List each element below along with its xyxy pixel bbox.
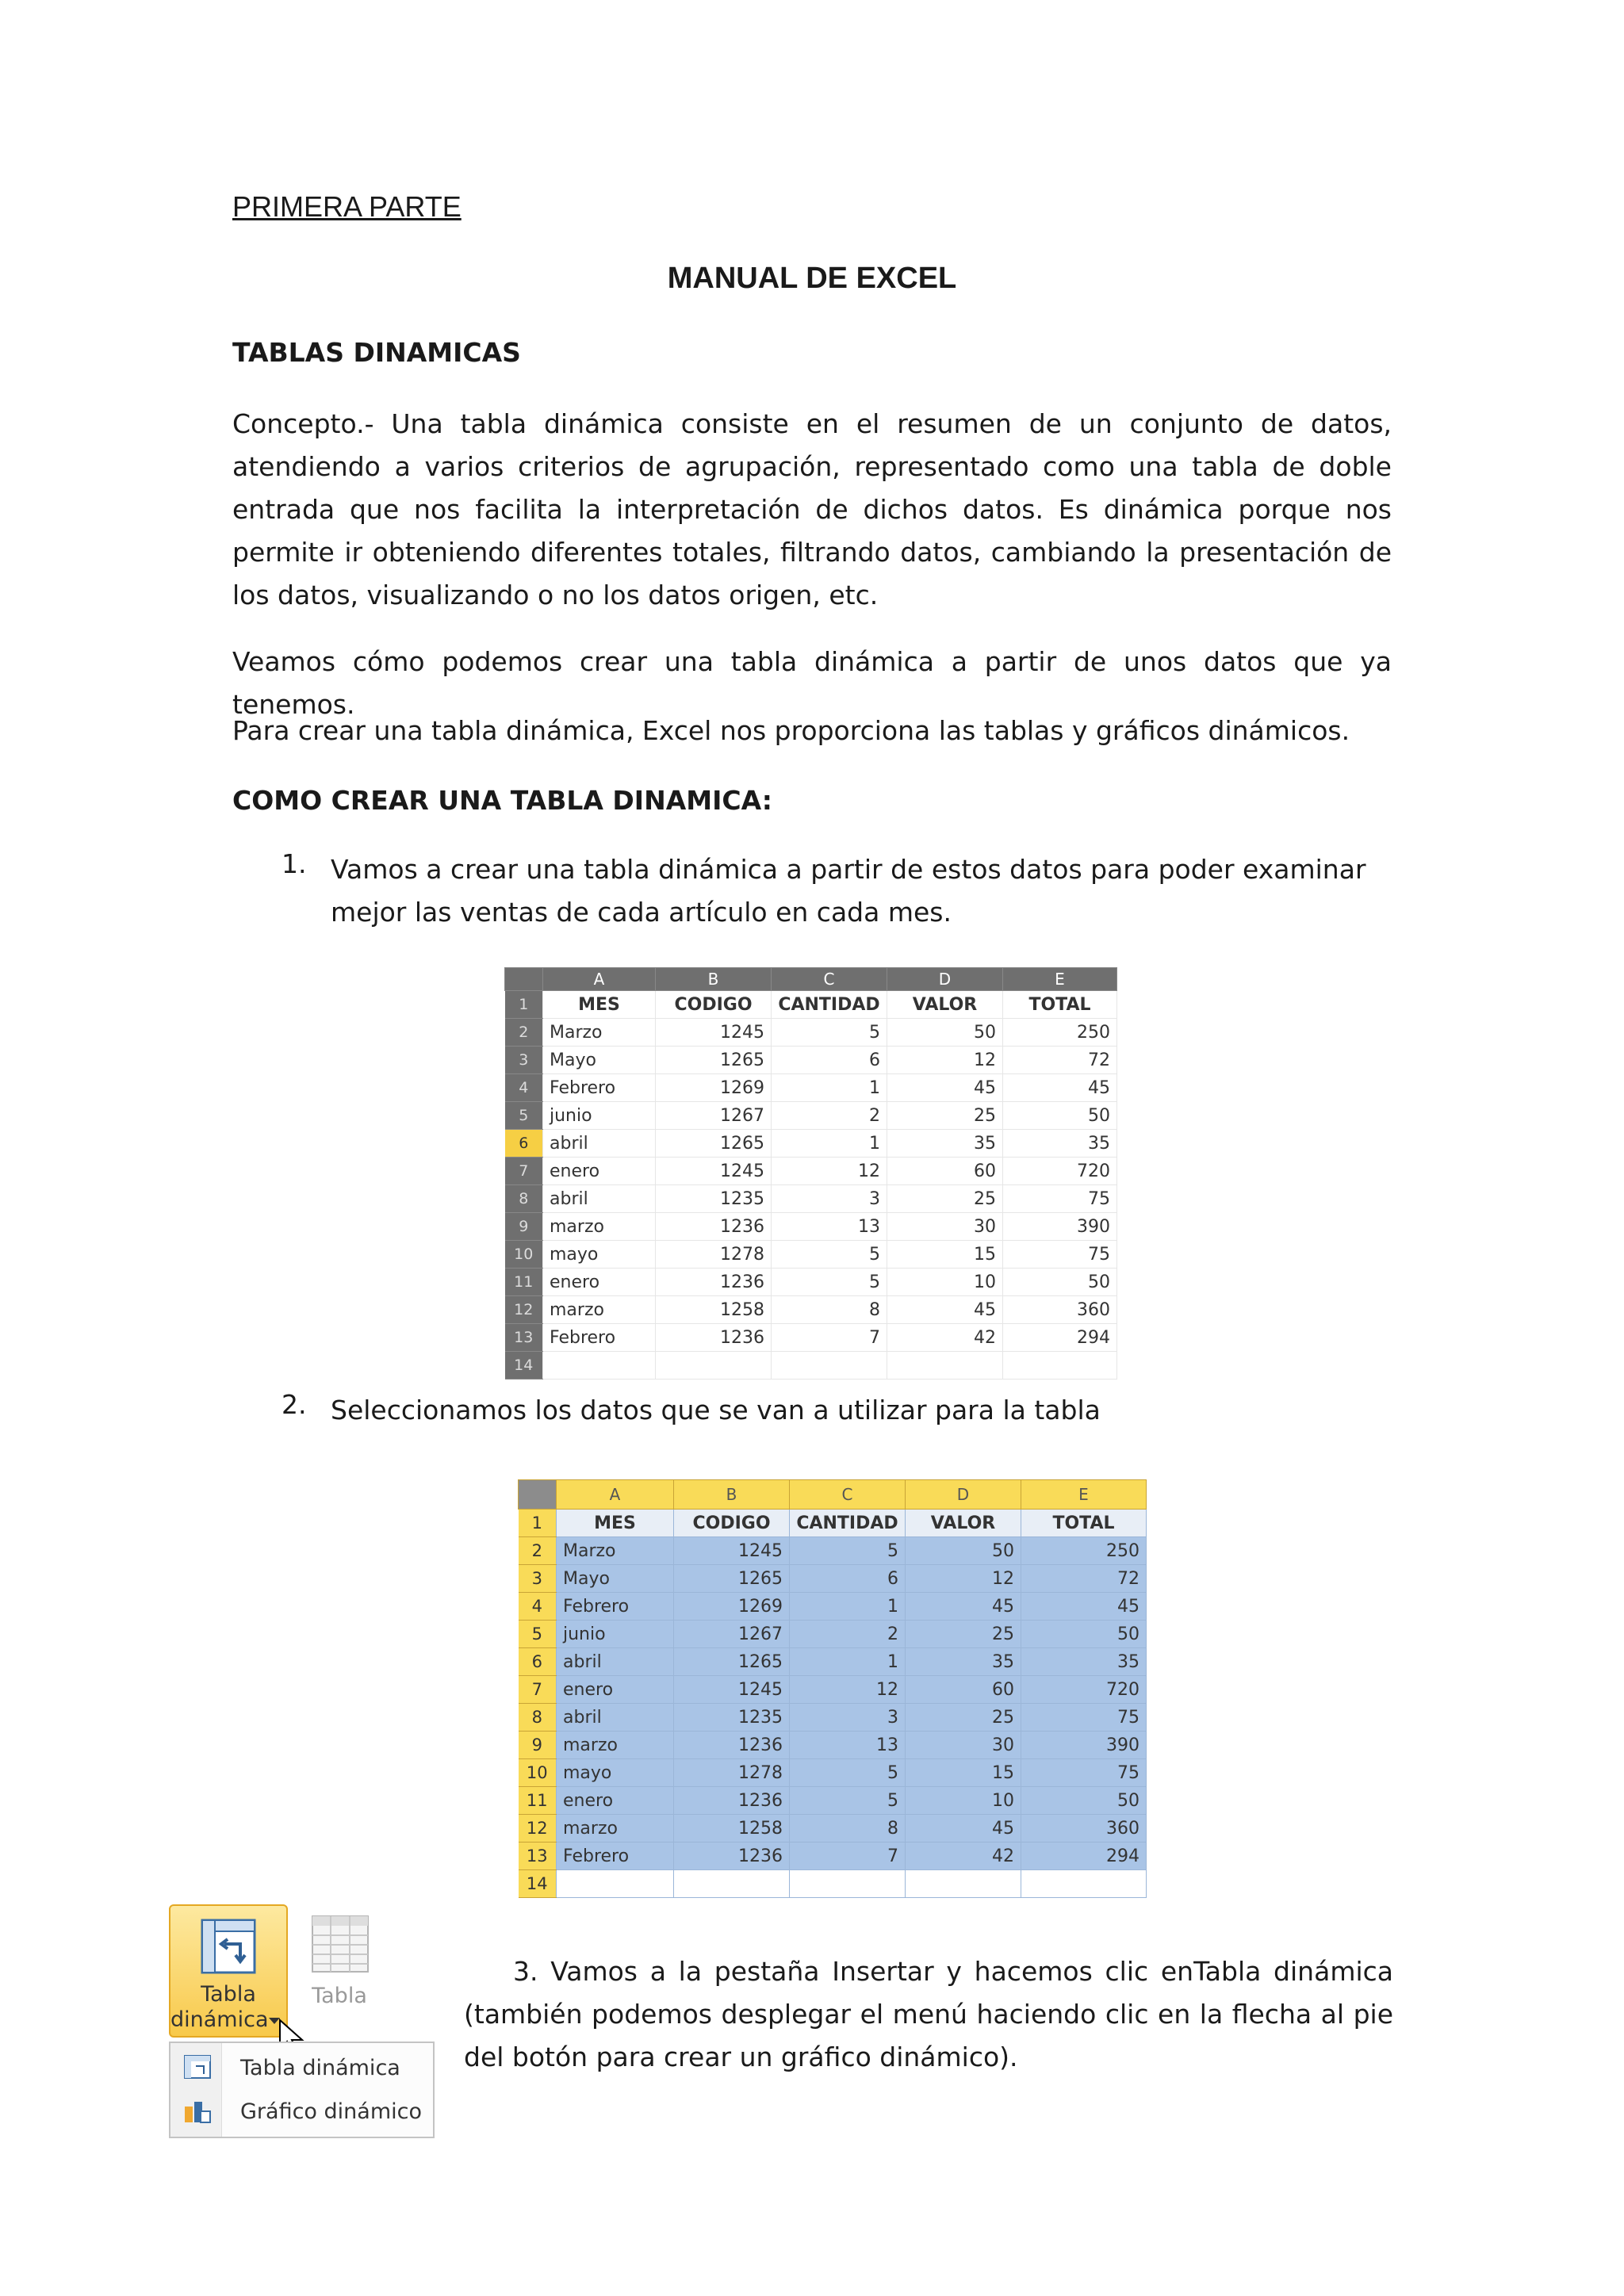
table-row [519, 1787, 1147, 1815]
empty-cell[interactable] [1021, 1870, 1147, 1898]
data-cell[interactable]: 1267 [656, 1102, 772, 1130]
data-cell[interactable]: 12 [772, 1158, 887, 1185]
step-2-text: Seleccionamos los datos que se van a utilizar para la tabla [331, 1395, 1101, 1425]
data-cell[interactable]: 1265 [674, 1565, 790, 1593]
row-number[interactable]: 4 [505, 1074, 543, 1102]
empty-cell[interactable] [656, 1352, 772, 1380]
row-number[interactable]: 13 [519, 1843, 557, 1870]
column-header[interactable]: B [656, 968, 772, 991]
heading-como-crear: COMO CREAR UNA TABLA DINAMICA: [232, 785, 772, 816]
header-cell[interactable]: CODIGO [674, 1510, 790, 1537]
data-cell[interactable]: 10 [887, 1269, 1003, 1296]
data-cell[interactable]: 1236 [656, 1269, 772, 1296]
data-cell[interactable]: junio [557, 1621, 674, 1648]
data-cell[interactable]: 15 [887, 1241, 1003, 1269]
row-number[interactable]: 5 [519, 1621, 557, 1648]
row-number[interactable]: 4 [519, 1593, 557, 1621]
data-cell[interactable]: 50 [1021, 1621, 1147, 1648]
data-cell[interactable]: 12 [887, 1047, 1003, 1074]
data-cell[interactable]: 250 [1003, 1019, 1117, 1047]
data-cell[interactable]: Febrero [543, 1074, 656, 1102]
pivot-table-button[interactable] [169, 1904, 288, 2038]
table-row [519, 1870, 1147, 1898]
data-cell[interactable]: abril [557, 1704, 674, 1732]
data-cell[interactable]: 12 [906, 1565, 1021, 1593]
step-3-text: Vamos a la pestaña Insertar y hacemos clic enTabla dinámica (también podemos desplegar el menú haciendo clic en la flecha al pie del botón para crear un gráfico dinámico). [464, 1956, 1393, 2072]
row-number[interactable]: 11 [519, 1787, 557, 1815]
data-cell[interactable]: 8 [790, 1815, 906, 1843]
data-cell[interactable]: 10 [906, 1787, 1021, 1815]
data-cell[interactable]: 5 [790, 1537, 906, 1565]
column-header[interactable]: E [1003, 968, 1117, 991]
step-1-text: Vamos a crear una tabla dinámica a partir de estos datos para poder examinar mejor las ventas de cada artículo en cada mes. [331, 854, 1366, 928]
header-cell[interactable]: MES [557, 1510, 674, 1537]
table-row [505, 1213, 1117, 1241]
data-cell[interactable]: 35 [906, 1648, 1021, 1676]
table-row [519, 1593, 1147, 1621]
data-cell[interactable]: 75 [1003, 1241, 1117, 1269]
data-cell[interactable]: 42 [906, 1843, 1021, 1870]
pivot-button-label-2: dinámica [170, 2007, 269, 2032]
table-row [505, 1241, 1117, 1269]
step-3-number: 3. [513, 1956, 538, 1987]
data-cell[interactable]: 1265 [674, 1648, 790, 1676]
data-cell[interactable]: 1235 [656, 1185, 772, 1213]
data-cell[interactable]: 8 [772, 1296, 887, 1324]
row-number[interactable]: 14 [519, 1870, 557, 1898]
data-cell[interactable]: 1278 [656, 1241, 772, 1269]
data-cell[interactable]: enero [557, 1676, 674, 1704]
table-row [519, 1621, 1147, 1648]
data-cell[interactable]: 1258 [674, 1815, 790, 1843]
table-icon [310, 1914, 370, 1974]
data-cell[interactable]: 45 [1003, 1074, 1117, 1102]
pivot-dropdown-menu [169, 2042, 435, 2138]
data-cell[interactable]: 1278 [674, 1759, 790, 1787]
column-header[interactable]: C [790, 1480, 906, 1510]
table-row [505, 1102, 1117, 1130]
data-cell[interactable]: 250 [1021, 1537, 1147, 1565]
data-cell[interactable]: 5 [790, 1759, 906, 1787]
data-cell[interactable]: 45 [906, 1815, 1021, 1843]
row-number[interactable]: 9 [519, 1732, 557, 1759]
data-cell[interactable]: Febrero [557, 1843, 674, 1870]
table-row [505, 1130, 1117, 1158]
header-cell[interactable]: CANTIDAD [790, 1510, 906, 1537]
spreadsheet-original [504, 967, 1116, 1373]
header-cell[interactable]: VALOR [906, 1510, 1021, 1537]
table-row [505, 1185, 1117, 1213]
pivot-chart-icon [183, 2099, 212, 2124]
step-2-number: 2. [282, 1389, 307, 1420]
data-cell[interactable]: 1265 [656, 1047, 772, 1074]
pivot-button-label-1: Tabla [201, 1982, 256, 2007]
data-cell[interactable]: 25 [906, 1621, 1021, 1648]
table-row [519, 1537, 1147, 1565]
insert-ribbon-group [169, 1904, 383, 2039]
data-cell[interactable]: 720 [1003, 1158, 1117, 1185]
table-row [505, 1158, 1117, 1185]
data-cell[interactable]: 3 [772, 1185, 887, 1213]
data-cell[interactable]: 75 [1003, 1185, 1117, 1213]
data-cell[interactable]: 15 [906, 1759, 1021, 1787]
row-number[interactable]: 2 [519, 1537, 557, 1565]
corner-cell[interactable] [519, 1480, 557, 1510]
data-cell[interactable]: 390 [1021, 1732, 1147, 1759]
pivot-table-icon [199, 1917, 258, 1976]
header-cell[interactable]: TOTAL [1021, 1510, 1147, 1537]
row-number[interactable]: 2 [505, 1019, 543, 1047]
table-row [519, 1732, 1147, 1759]
data-cell[interactable]: 72 [1003, 1047, 1117, 1074]
data-cell[interactable]: 1235 [674, 1704, 790, 1732]
data-cell[interactable]: 6 [790, 1565, 906, 1593]
table-row [505, 991, 1117, 1019]
data-cell[interactable]: 720 [1021, 1676, 1147, 1704]
column-header[interactable]: C [772, 968, 887, 991]
excel-paragraph: Para crear una tabla dinámica, Excel nos proporciona las tablas y gráficos dinámicos. [232, 715, 1350, 746]
data-cell[interactable]: marzo [557, 1815, 674, 1843]
data-cell[interactable]: 1245 [656, 1158, 772, 1185]
row-number[interactable]: 12 [505, 1296, 543, 1324]
data-cell[interactable]: 1 [772, 1130, 887, 1158]
row-number[interactable]: 14 [505, 1352, 543, 1380]
data-cell[interactable]: 5 [772, 1241, 887, 1269]
table-row [505, 1352, 1117, 1380]
data-cell[interactable]: Marzo [557, 1537, 674, 1565]
data-cell[interactable]: Febrero [543, 1324, 656, 1352]
data-cell[interactable]: junio [543, 1102, 656, 1130]
data-cell[interactable]: 1265 [656, 1130, 772, 1158]
table-row [505, 1019, 1117, 1047]
data-cell[interactable]: 1269 [674, 1593, 790, 1621]
data-cell[interactable]: 1245 [674, 1676, 790, 1704]
menu-item-pivot-chart[interactable]: Gráfico dinámico [240, 2099, 422, 2124]
spreadsheet-selected [518, 1479, 1146, 1893]
row-number[interactable]: 6 [505, 1130, 543, 1158]
row-number[interactable]: 10 [505, 1241, 543, 1269]
data-cell[interactable]: 7 [790, 1843, 906, 1870]
empty-cell[interactable] [1003, 1352, 1117, 1380]
data-cell[interactable]: 2 [772, 1102, 887, 1130]
data-cell[interactable]: 60 [906, 1676, 1021, 1704]
empty-cell[interactable] [887, 1352, 1003, 1380]
data-cell[interactable]: 294 [1003, 1324, 1117, 1352]
row-number[interactable]: 5 [505, 1102, 543, 1130]
empty-cell[interactable] [557, 1870, 674, 1898]
data-cell[interactable]: 1 [790, 1648, 906, 1676]
data-cell[interactable]: 5 [790, 1787, 906, 1815]
data-cell[interactable]: 360 [1021, 1815, 1147, 1843]
data-cell[interactable]: 3 [790, 1704, 906, 1732]
row-number[interactable]: 1 [505, 991, 543, 1019]
table-row [519, 1704, 1147, 1732]
step-3-paragraph [464, 1950, 1393, 2079]
page-title: MANUAL DE EXCEL [667, 262, 957, 295]
data-cell[interactable]: 50 [1003, 1102, 1117, 1130]
section-label: PRIMERA PARTE [232, 190, 462, 223]
data-cell[interactable]: 5 [772, 1019, 887, 1047]
data-cell[interactable]: 360 [1003, 1296, 1117, 1324]
row-number[interactable]: 11 [505, 1269, 543, 1296]
data-cell[interactable]: 30 [906, 1732, 1021, 1759]
concept-paragraph: Concepto.- Una tabla dinámica consiste en el resumen de un conjunto de datos, atendiendo a varios criterios de agrupación, representado como una tabla de doble entrada que nos facilita la interpretación de dichos datos. Es dinámica porque nos permite ir obteniendo diferentes totales, filtrando datos, cambiando la presentación de los datos, visualizando o no los datos origen, etc. [232, 408, 1392, 610]
data-cell[interactable]: 1 [790, 1593, 906, 1621]
data-cell[interactable]: mayo [557, 1759, 674, 1787]
data-cell[interactable]: 1236 [674, 1732, 790, 1759]
data-cell[interactable]: Febrero [557, 1593, 674, 1621]
row-number[interactable]: 3 [519, 1565, 557, 1593]
data-cell[interactable]: 72 [1021, 1565, 1147, 1593]
data-cell[interactable]: Marzo [543, 1019, 656, 1047]
row-number[interactable]: 6 [519, 1648, 557, 1676]
empty-cell[interactable] [906, 1870, 1021, 1898]
row-number[interactable]: 8 [505, 1185, 543, 1213]
data-cell[interactable]: 60 [887, 1158, 1003, 1185]
data-cell[interactable]: marzo [557, 1732, 674, 1759]
column-header[interactable]: E [1021, 1480, 1147, 1510]
empty-cell[interactable] [772, 1352, 887, 1380]
data-cell[interactable]: enero [543, 1269, 656, 1296]
data-cell[interactable]: marzo [543, 1296, 656, 1324]
table-row [519, 1676, 1147, 1704]
data-cell[interactable]: 1245 [656, 1019, 772, 1047]
data-cell[interactable]: 50 [887, 1019, 1003, 1047]
column-header[interactable]: B [674, 1480, 790, 1510]
data-cell[interactable]: 1236 [674, 1787, 790, 1815]
corner-cell[interactable] [505, 968, 543, 991]
data-cell[interactable]: 5 [772, 1269, 887, 1296]
menu-item-pivot-table[interactable]: Tabla dinámica [240, 2056, 400, 2080]
data-cell[interactable]: 1267 [674, 1621, 790, 1648]
data-cell[interactable]: 12 [790, 1676, 906, 1704]
row-number[interactable]: 1 [519, 1510, 557, 1537]
step-1-number: 1. [282, 848, 307, 879]
row-number[interactable]: 13 [505, 1324, 543, 1352]
data-cell[interactable]: 7 [772, 1324, 887, 1352]
data-cell[interactable]: 1258 [656, 1296, 772, 1324]
data-cell[interactable]: enero [557, 1787, 674, 1815]
data-cell[interactable]: 6 [772, 1047, 887, 1074]
empty-cell[interactable] [674, 1870, 790, 1898]
data-cell[interactable]: abril [543, 1185, 656, 1213]
data-cell[interactable]: enero [543, 1158, 656, 1185]
data-cell[interactable]: 50 [1003, 1269, 1117, 1296]
data-cell[interactable]: 42 [887, 1324, 1003, 1352]
header-cell[interactable]: TOTAL [1003, 991, 1117, 1019]
data-cell[interactable]: 25 [887, 1185, 1003, 1213]
data-cell[interactable]: 50 [1021, 1787, 1147, 1815]
data-cell[interactable]: 294 [1021, 1843, 1147, 1870]
header-cell[interactable]: CODIGO [656, 991, 772, 1019]
data-cell[interactable]: 45 [1021, 1593, 1147, 1621]
data-cell[interactable]: 75 [1021, 1759, 1147, 1787]
row-number[interactable]: 7 [519, 1676, 557, 1704]
table-row [505, 1269, 1117, 1296]
column-header[interactable]: A [557, 1480, 674, 1510]
data-cell[interactable]: 25 [887, 1102, 1003, 1130]
data-cell[interactable]: 35 [1003, 1130, 1117, 1158]
data-cell[interactable]: abril [543, 1130, 656, 1158]
table-row [519, 1759, 1147, 1787]
data-cell[interactable]: 25 [906, 1704, 1021, 1732]
column-header[interactable]: A [543, 968, 656, 991]
data-cell[interactable]: abril [557, 1648, 674, 1676]
data-cell[interactable]: 50 [906, 1537, 1021, 1565]
data-cell[interactable]: mayo [543, 1241, 656, 1269]
data-cell[interactable]: marzo [543, 1213, 656, 1241]
row-number[interactable]: 8 [519, 1704, 557, 1732]
data-cell[interactable]: 1245 [674, 1537, 790, 1565]
table-row [519, 1843, 1147, 1870]
data-cell[interactable]: Mayo [557, 1565, 674, 1593]
table-row [519, 1648, 1147, 1676]
table-row [505, 1324, 1117, 1352]
data-cell[interactable]: 35 [1021, 1648, 1147, 1676]
header-cell[interactable]: VALOR [887, 991, 1003, 1019]
data-cell[interactable]: 35 [887, 1130, 1003, 1158]
column-header[interactable]: D [906, 1480, 1021, 1510]
table-row [505, 1047, 1117, 1074]
data-cell[interactable]: 13 [790, 1732, 906, 1759]
row-number[interactable]: 12 [519, 1815, 557, 1843]
row-number[interactable]: 10 [519, 1759, 557, 1787]
heading-tablas-dinamicas: TABLAS DINAMICAS [232, 337, 521, 368]
row-number[interactable]: 7 [505, 1158, 543, 1185]
data-cell[interactable]: 75 [1021, 1704, 1147, 1732]
intro-paragraph: Veamos cómo podemos crear una tabla dinámica a partir de unos datos que ya tenemos. [232, 646, 1392, 720]
data-cell[interactable]: 13 [772, 1213, 887, 1241]
header-cell[interactable]: CANTIDAD [772, 991, 887, 1019]
table-row [519, 1815, 1147, 1843]
data-cell[interactable]: 1236 [656, 1213, 772, 1241]
row-number[interactable]: 3 [505, 1047, 543, 1074]
data-cell[interactable]: Mayo [543, 1047, 656, 1074]
row-number[interactable]: 9 [505, 1213, 543, 1241]
column-header[interactable]: D [887, 968, 1003, 991]
table-row [505, 1296, 1117, 1324]
table-button[interactable] [296, 1904, 383, 2038]
data-cell[interactable]: 1236 [656, 1324, 772, 1352]
table-row [519, 1510, 1147, 1537]
empty-cell[interactable] [543, 1352, 656, 1380]
data-cell[interactable]: 2 [790, 1621, 906, 1648]
data-cell[interactable]: 1269 [656, 1074, 772, 1102]
pivot-table-small-icon [183, 2054, 212, 2080]
data-cell[interactable]: 45 [887, 1074, 1003, 1102]
data-cell[interactable]: 45 [887, 1296, 1003, 1324]
empty-cell[interactable] [790, 1870, 906, 1898]
data-cell[interactable]: 45 [906, 1593, 1021, 1621]
table-row [519, 1565, 1147, 1593]
data-cell[interactable]: 390 [1003, 1213, 1117, 1241]
data-cell[interactable]: 30 [887, 1213, 1003, 1241]
data-cell[interactable]: 1 [772, 1074, 887, 1102]
table-row [505, 1074, 1117, 1102]
data-cell[interactable]: 1236 [674, 1843, 790, 1870]
header-cell[interactable]: MES [543, 991, 656, 1019]
table-button-label: Tabla [312, 1984, 367, 2008]
